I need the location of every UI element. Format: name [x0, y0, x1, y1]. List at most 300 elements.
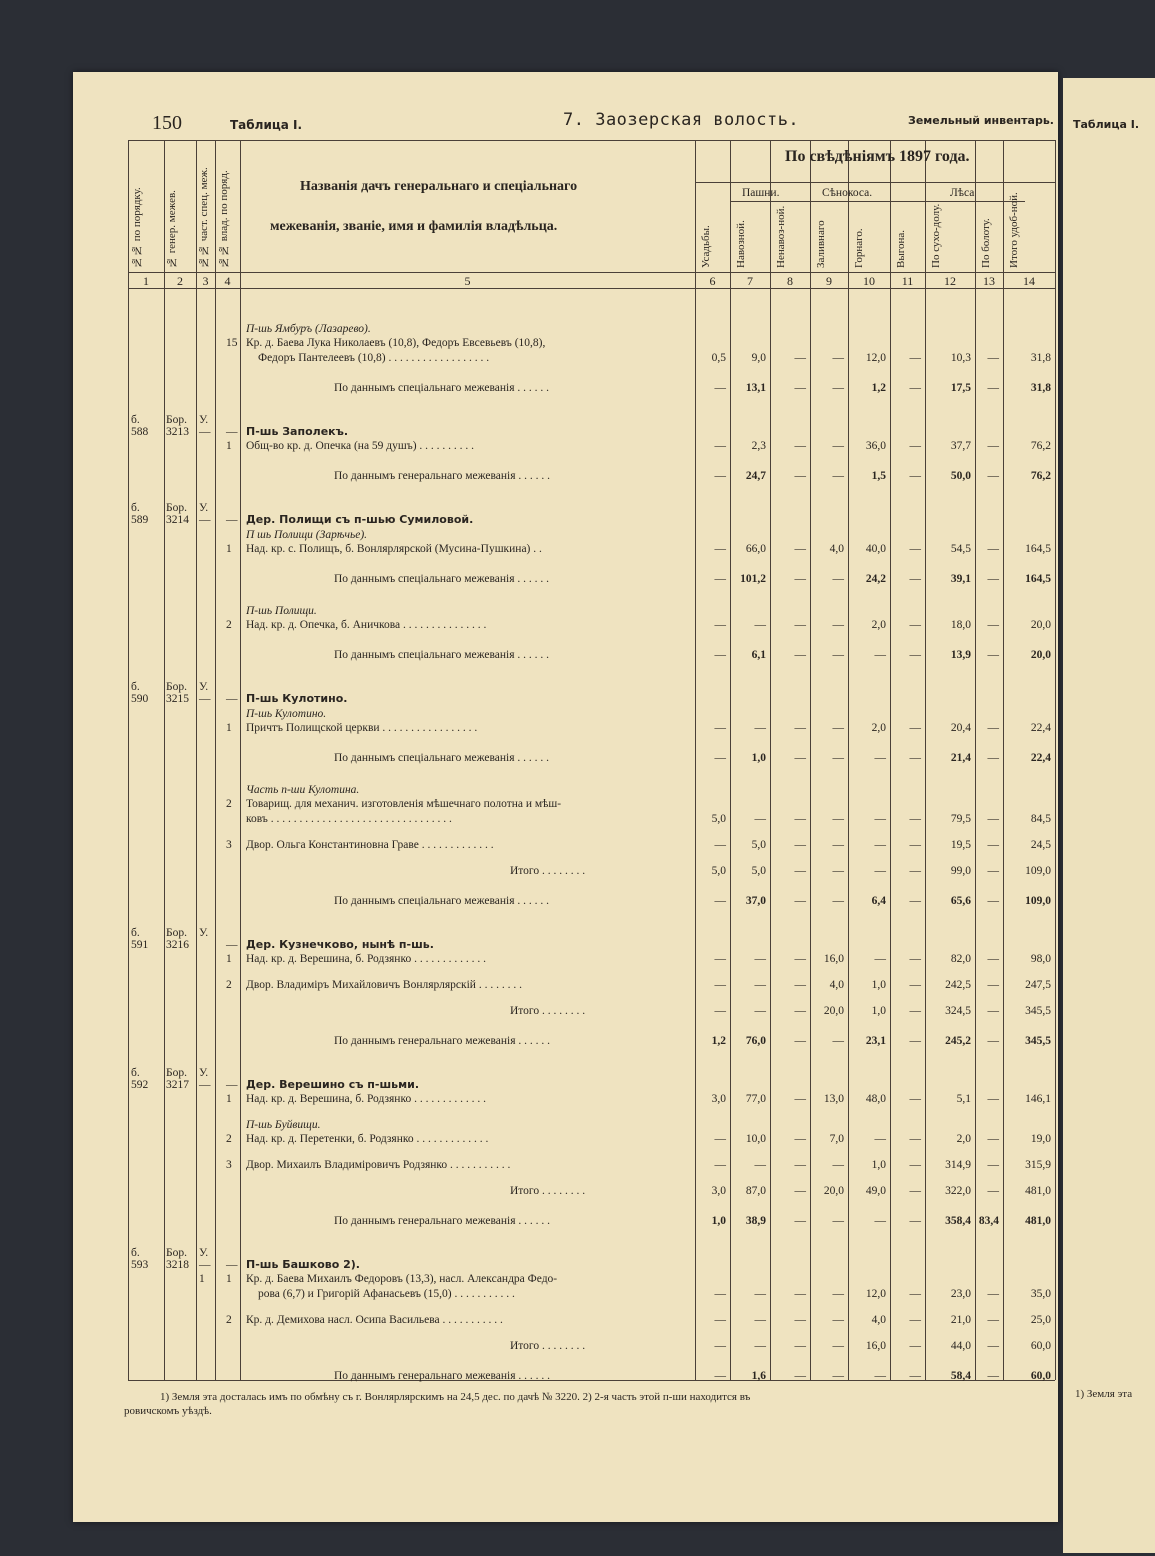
row-special-survey-no: —	[199, 1259, 211, 1271]
row-value: 36,0	[865, 440, 886, 452]
row-value: 77,0	[745, 1093, 766, 1105]
group-lesa: Лѣса	[950, 187, 975, 199]
row-general-survey-no: Бор.	[166, 502, 187, 514]
row-value: 6,1	[751, 649, 766, 661]
row-value: 13,0	[823, 1093, 844, 1105]
row-value: —	[714, 1159, 726, 1171]
row-value: —	[987, 1185, 999, 1197]
row-description: П-шь Кулотино.	[246, 692, 348, 705]
row-owner-no: 1	[226, 543, 232, 555]
row-value: 2,0	[871, 722, 886, 734]
row-value: —	[714, 573, 726, 585]
row-description: ковъ . . . . . . . . . . . . . . . . . . . . . . . . . . . . . . . .	[246, 813, 452, 825]
row-general-survey-no: Бор.	[166, 927, 187, 939]
row-description: рова (6,7) и Григорій Афанасьевъ (15,0) . . . . . . . . . . .	[258, 1288, 515, 1300]
row-value: 65,6	[950, 895, 971, 907]
row-value: 4,0	[829, 979, 844, 991]
row-value: —	[754, 1159, 766, 1171]
row-value: 109,0	[1025, 895, 1051, 907]
column-number: 3	[202, 274, 209, 288]
row-value: 24,7	[745, 470, 766, 482]
row-value: 324,5	[945, 1005, 971, 1017]
row-value: 2,0	[871, 619, 886, 631]
col-7-header: Навозной.	[735, 220, 747, 268]
column-number: 11	[901, 274, 914, 288]
page-right-edge	[1063, 78, 1155, 1553]
row-value: 245,2	[945, 1035, 971, 1047]
row-value: 23,0	[950, 1288, 971, 1300]
row-value: 1,0	[871, 1159, 886, 1171]
row-value: 358,4	[945, 1215, 971, 1227]
row-description: По даннымъ спеціальнаго межеванія . . . . . .	[334, 649, 550, 661]
group-rule	[695, 182, 1055, 183]
row-description: П-шь Башково 2).	[246, 1258, 360, 1271]
row-value: —	[832, 1215, 844, 1227]
row-value: —	[832, 752, 844, 764]
row-value: —	[714, 1370, 726, 1382]
row-value: 17,5	[950, 382, 971, 394]
col-3-header: №№ част. спец. меж.	[198, 167, 210, 268]
row-value: —	[794, 1035, 806, 1047]
row-value: 101,2	[740, 573, 766, 585]
row-value: 37,0	[745, 895, 766, 907]
row-general-survey-no: 3218	[166, 1259, 189, 1271]
row-description: Дер. Верешино съ п-шьми.	[246, 1078, 419, 1091]
row-description: П-шь Ямбуръ (Лазарево).	[246, 323, 371, 335]
row-value: —	[794, 352, 806, 364]
col-6-header: Усадьбы.	[700, 225, 712, 268]
row-description: Двор. Ольга Константиновна Граве . . . . . . . . . . . . .	[246, 839, 494, 851]
row-owner-no: 2	[226, 1133, 232, 1145]
row-value: —	[987, 543, 999, 555]
column-divider	[1055, 140, 1056, 1380]
row-description: Общ-во кр. д. Опечка (на 59 душъ) . . . . . . . . . .	[246, 440, 475, 452]
footnote-line-2: ровичскомъ уѣздѣ.	[124, 1405, 212, 1417]
row-description: По даннымъ спеціальнаго межеванія . . . . . .	[334, 573, 550, 585]
row-value: 20,0	[823, 1005, 844, 1017]
row-description: П-шь Заполекъ.	[246, 425, 349, 438]
col-14-header: Итого удоб-ной.	[1008, 192, 1020, 268]
row-value: —	[987, 722, 999, 734]
row-value: —	[714, 1340, 726, 1352]
row-value: —	[832, 895, 844, 907]
col-9-header: Заливнаго	[815, 220, 827, 268]
row-general-survey-no: Бор.	[166, 681, 187, 693]
row-value: 1,0	[871, 979, 886, 991]
row-value: —	[987, 1288, 999, 1300]
row-value: 87,0	[745, 1185, 766, 1197]
row-value: —	[794, 1093, 806, 1105]
row-value: —	[909, 1340, 921, 1352]
subgroup-rule	[730, 201, 1025, 202]
row-owner-no: 3	[226, 1159, 232, 1171]
row-value: —	[794, 813, 806, 825]
row-special-survey-no: —	[199, 1079, 211, 1091]
row-description: Часть п-ши Кулотина.	[246, 784, 360, 796]
table-top-rule	[128, 140, 1055, 141]
row-value: —	[909, 382, 921, 394]
row-value: —	[987, 1133, 999, 1145]
col-1-header: №№ по порядку.	[131, 187, 143, 268]
row-value: 20,0	[1030, 649, 1051, 661]
column-divider	[240, 140, 241, 1380]
group-pashni: Пашни.	[742, 187, 780, 199]
row-value: —	[874, 1133, 886, 1145]
row-value: —	[832, 1340, 844, 1352]
row-value: —	[987, 953, 999, 965]
row-value: —	[794, 619, 806, 631]
page-left	[73, 72, 1058, 1522]
right-footnote: 1) Земля эта	[1075, 1388, 1133, 1400]
row-value: 2,0	[956, 1133, 971, 1145]
row-value: —	[714, 1133, 726, 1145]
row-value: —	[794, 543, 806, 555]
row-value: —	[832, 352, 844, 364]
row-value: 76,2	[1030, 470, 1051, 482]
row-value: —	[987, 1159, 999, 1171]
row-value: —	[874, 813, 886, 825]
row-value: 22,4	[1030, 722, 1051, 734]
row-value: 13,9	[950, 649, 971, 661]
row-value: —	[832, 865, 844, 877]
row-value: 22,4	[1030, 752, 1051, 764]
row-value: —	[794, 865, 806, 877]
row-description: По даннымъ генеральнаго межеванія . . . . . .	[334, 1035, 551, 1047]
row-value: —	[987, 813, 999, 825]
row-value: —	[874, 752, 886, 764]
row-value: —	[909, 1215, 921, 1227]
row-value: —	[987, 1370, 999, 1382]
row-value: 20,0	[1030, 619, 1051, 631]
row-value: 82,0	[950, 953, 971, 965]
row-value: —	[794, 649, 806, 661]
row-value: 481,0	[1025, 1215, 1051, 1227]
row-value: 9,0	[751, 352, 766, 364]
row-owner-no: 2	[226, 1314, 232, 1326]
row-value: —	[832, 649, 844, 661]
row-description: Над. кр. д. Верешина, б. Родзянко . . . . . . . . . . . . .	[246, 953, 486, 965]
row-value: 0,5	[711, 352, 726, 364]
row-general-survey-no: 3214	[166, 514, 189, 526]
row-value: —	[987, 382, 999, 394]
column-number: 9	[826, 274, 832, 288]
row-value: —	[832, 839, 844, 851]
row-value: 109,0	[1025, 865, 1051, 877]
row-value: —	[909, 543, 921, 555]
row-index: б.	[131, 927, 140, 939]
row-value: 12,0	[865, 1288, 886, 1300]
row-value: —	[832, 1035, 844, 1047]
row-owner-no: —	[226, 514, 238, 526]
row-value: —	[754, 722, 766, 734]
row-description: По даннымъ спеціальнаго межеванія . . . . . .	[334, 895, 550, 907]
row-description: Над. кр. д. Опечка, б. Аничкова . . . . . . . . . . . . . . .	[246, 619, 487, 631]
row-value: —	[987, 1093, 999, 1105]
row-value: —	[909, 440, 921, 452]
row-value: —	[874, 953, 886, 965]
row-value: —	[987, 865, 999, 877]
page-title: 7. Заозерская волость.	[563, 110, 800, 130]
row-value: —	[874, 1215, 886, 1227]
row-value: —	[714, 895, 726, 907]
row-value: 25,0	[1030, 1314, 1051, 1326]
row-value: —	[794, 1370, 806, 1382]
table-label: Таблица I.	[230, 118, 303, 132]
row-value: —	[754, 979, 766, 991]
row-owner-no: —	[226, 939, 238, 951]
row-value: —	[987, 470, 999, 482]
row-value: —	[909, 722, 921, 734]
row-value: —	[714, 440, 726, 452]
row-value: 99,0	[950, 865, 971, 877]
col-10-header: Горнаго.	[853, 228, 865, 268]
row-description: П-шь Полищи.	[246, 605, 317, 617]
row-value: —	[987, 979, 999, 991]
row-special-survey-no: У.	[199, 681, 209, 693]
column-number: 1	[143, 274, 149, 288]
col-5-header-line2: межеванія, званіе, имя и фамилія владѣльца.	[270, 219, 558, 234]
row-value: —	[909, 752, 921, 764]
row-special-survey-no: —	[199, 514, 211, 526]
page-number: 150	[152, 112, 182, 134]
row-description: П-шь Буйвищи.	[246, 1119, 321, 1131]
footnote-line-1: 1) Земля эта досталась имъ по обмѣну съ г. Вонлярлярскимъ на 24,5 дес. по дачѣ № 3220. 2) 2-я часть этой п-ши находится въ	[160, 1391, 751, 1403]
row-value: —	[794, 1005, 806, 1017]
row-special-survey-no: 1	[199, 1273, 205, 1285]
row-value: 24,5	[1030, 839, 1051, 851]
row-value: —	[794, 1314, 806, 1326]
row-value: 242,5	[945, 979, 971, 991]
row-value: 7,0	[829, 1133, 844, 1145]
row-value: —	[832, 1159, 844, 1171]
row-index: 592	[131, 1079, 149, 1091]
row-value: —	[794, 1340, 806, 1352]
row-owner-no: 2	[226, 798, 232, 810]
row-description: Над. кр. д. Верешина, б. Родзянко . . . . . . . . . . . . .	[246, 1093, 486, 1105]
row-value: —	[832, 1370, 844, 1382]
row-value: —	[987, 752, 999, 764]
row-value: 76,0	[745, 1035, 766, 1047]
row-value: —	[754, 813, 766, 825]
row-owner-no: 2	[226, 619, 232, 631]
row-value: 50,0	[950, 470, 971, 482]
row-value: 35,0	[1030, 1288, 1051, 1300]
header-rule	[128, 272, 1055, 273]
row-value: —	[832, 722, 844, 734]
row-index: 591	[131, 939, 149, 951]
row-value: 5,1	[956, 1093, 971, 1105]
row-value: 20,4	[950, 722, 971, 734]
row-owner-no: 15	[226, 337, 238, 349]
row-description: П-шь Кулотино.	[246, 708, 327, 720]
row-owner-no: 1	[226, 1273, 232, 1285]
row-value: —	[909, 619, 921, 631]
row-value: 54,5	[950, 543, 971, 555]
row-description: Итого . . . . . . . .	[510, 1005, 586, 1017]
row-general-survey-no: 3213	[166, 426, 189, 438]
col-5-header-line1: Названія дачъ генеральнаго и спеціальнаго	[300, 179, 578, 194]
row-value: 164,5	[1025, 573, 1051, 585]
row-value: —	[987, 1005, 999, 1017]
row-description: Итого . . . . . . . .	[510, 1185, 586, 1197]
row-owner-no: 2	[226, 979, 232, 991]
row-value: 6,4	[871, 895, 886, 907]
row-value: 16,0	[823, 953, 844, 965]
col-4-header: №№ влад. по поряд.	[218, 170, 230, 268]
row-value: 19,0	[1030, 1133, 1051, 1145]
row-owner-no: 1	[226, 440, 232, 452]
row-value: —	[874, 649, 886, 661]
row-value: —	[874, 839, 886, 851]
row-value: 5,0	[751, 865, 766, 877]
row-value: —	[909, 649, 921, 661]
row-value: —	[794, 470, 806, 482]
row-value: —	[987, 619, 999, 631]
row-value: —	[909, 1035, 921, 1047]
row-value: —	[987, 1314, 999, 1326]
row-value: —	[909, 1133, 921, 1145]
row-value: —	[987, 649, 999, 661]
column-divider	[196, 140, 197, 1380]
row-index: 588	[131, 426, 149, 438]
column-divider	[128, 140, 129, 1380]
row-index: 589	[131, 514, 149, 526]
row-owner-no: —	[226, 693, 238, 705]
row-value: 2,3	[751, 440, 766, 452]
row-owner-no: —	[226, 1079, 238, 1091]
row-value: 4,0	[829, 543, 844, 555]
row-value: 5,0	[711, 813, 726, 825]
row-description: Кр. д. Баева Михаилъ Федоровъ (13,3), насл. Александра Федо-	[246, 1273, 558, 1285]
row-value: 79,5	[950, 813, 971, 825]
row-value: —	[714, 979, 726, 991]
row-value: 4,0	[871, 1314, 886, 1326]
column-divider	[164, 140, 165, 1380]
row-description: Двор. Владиміръ Михайловичъ Вонлярлярскій . . . . . . . .	[246, 979, 522, 991]
row-value: —	[754, 1340, 766, 1352]
row-value: 13,1	[745, 382, 766, 394]
section-label: Земельный инвентарь.	[908, 114, 1054, 127]
row-value: —	[794, 573, 806, 585]
col-12-header: По сухо-долу.	[930, 203, 942, 268]
row-value: —	[794, 722, 806, 734]
row-value: 19,5	[950, 839, 971, 851]
row-general-survey-no: 3216	[166, 939, 189, 951]
row-description: По даннымъ генеральнаго межеванія . . . . . .	[334, 1215, 551, 1227]
row-index: 593	[131, 1259, 149, 1271]
column-number: 5	[464, 274, 471, 288]
row-value: 21,0	[950, 1314, 971, 1326]
row-general-survey-no: 3215	[166, 693, 189, 705]
row-value: 146,1	[1025, 1093, 1051, 1105]
row-value: —	[754, 953, 766, 965]
row-value: —	[794, 1133, 806, 1145]
column-number: 4	[224, 274, 231, 288]
row-value: 66,0	[745, 543, 766, 555]
row-value: 40,0	[865, 543, 886, 555]
col-8-header: Ненавоз-ной.	[775, 205, 787, 268]
row-description: По даннымъ генеральнаго межеванія . . . . . .	[334, 1370, 551, 1382]
row-value: 5,0	[711, 865, 726, 877]
row-value: —	[909, 1093, 921, 1105]
row-owner-no: 3	[226, 839, 232, 851]
row-value: —	[987, 352, 999, 364]
row-index: б.	[131, 502, 140, 514]
row-value: —	[794, 1185, 806, 1197]
row-general-survey-no: Бор.	[166, 1067, 187, 1079]
row-value: —	[794, 382, 806, 394]
row-description: Дер. Полищи съ п-шью Сумиловой.	[246, 513, 474, 526]
row-value: —	[909, 839, 921, 851]
row-index: б.	[131, 681, 140, 693]
row-value: 20,0	[823, 1185, 844, 1197]
row-description: Итого . . . . . . . .	[510, 1340, 586, 1352]
row-value: —	[987, 1340, 999, 1352]
row-value: 60,0	[1030, 1340, 1051, 1352]
row-value: —	[909, 895, 921, 907]
row-value: —	[794, 1288, 806, 1300]
row-value: —	[794, 1215, 806, 1227]
row-description: Товарищ. для механич. изготовленія мѣшечнаго полотна и мѣш-	[246, 798, 562, 810]
row-general-survey-no: 3217	[166, 1079, 189, 1091]
row-value: —	[832, 1314, 844, 1326]
row-value: 345,5	[1025, 1005, 1051, 1017]
row-description: Кр. д. Баева Лука Николаевъ (10,8), Федоръ Евсевьевъ (10,8),	[246, 337, 546, 349]
row-value: —	[714, 722, 726, 734]
row-description: Дер. Кузнечково, нынѣ п-шь.	[246, 938, 434, 951]
row-value: 1,5	[871, 470, 886, 482]
row-value: —	[794, 895, 806, 907]
row-owner-no: —	[226, 1259, 238, 1271]
row-value: —	[832, 470, 844, 482]
row-index: б.	[131, 1067, 140, 1079]
row-value: —	[909, 1314, 921, 1326]
row-value: 10,0	[745, 1133, 766, 1145]
row-value: 37,7	[950, 440, 971, 452]
row-value: 60,0	[1030, 1370, 1051, 1382]
row-value: —	[832, 573, 844, 585]
row-value: —	[832, 440, 844, 452]
column-divider	[215, 140, 216, 1380]
row-description: П шь Полищи (Зарѣчье).	[246, 529, 368, 541]
row-value: —	[987, 573, 999, 585]
row-value: —	[987, 440, 999, 452]
row-value: —	[909, 352, 921, 364]
col-13-header: По болоту.	[980, 218, 992, 268]
row-value: —	[874, 865, 886, 877]
column-number: 10	[863, 274, 875, 288]
row-description: Итого . . . . . . . .	[510, 865, 586, 877]
row-value: —	[714, 1005, 726, 1017]
row-value: —	[909, 1288, 921, 1300]
row-index: 590	[131, 693, 149, 705]
row-value: 38,9	[745, 1215, 766, 1227]
row-value: —	[714, 1288, 726, 1300]
row-value: 1,0	[711, 1215, 726, 1227]
row-value: —	[832, 382, 844, 394]
row-description: Кр. д. Демихова насл. Осипа Васильева . . . . . . . . . . .	[246, 1314, 503, 1326]
row-value: —	[714, 953, 726, 965]
row-value: 5,0	[751, 839, 766, 851]
column-number: 2	[177, 274, 183, 288]
row-value: —	[714, 382, 726, 394]
row-value: 44,0	[950, 1340, 971, 1352]
row-value: —	[909, 1159, 921, 1171]
row-description: По даннымъ спеціальнаго межеванія . . . . . .	[334, 382, 550, 394]
col-2-header: № генер. межев.	[166, 190, 178, 268]
row-value: —	[874, 1370, 886, 1382]
row-value: —	[794, 953, 806, 965]
